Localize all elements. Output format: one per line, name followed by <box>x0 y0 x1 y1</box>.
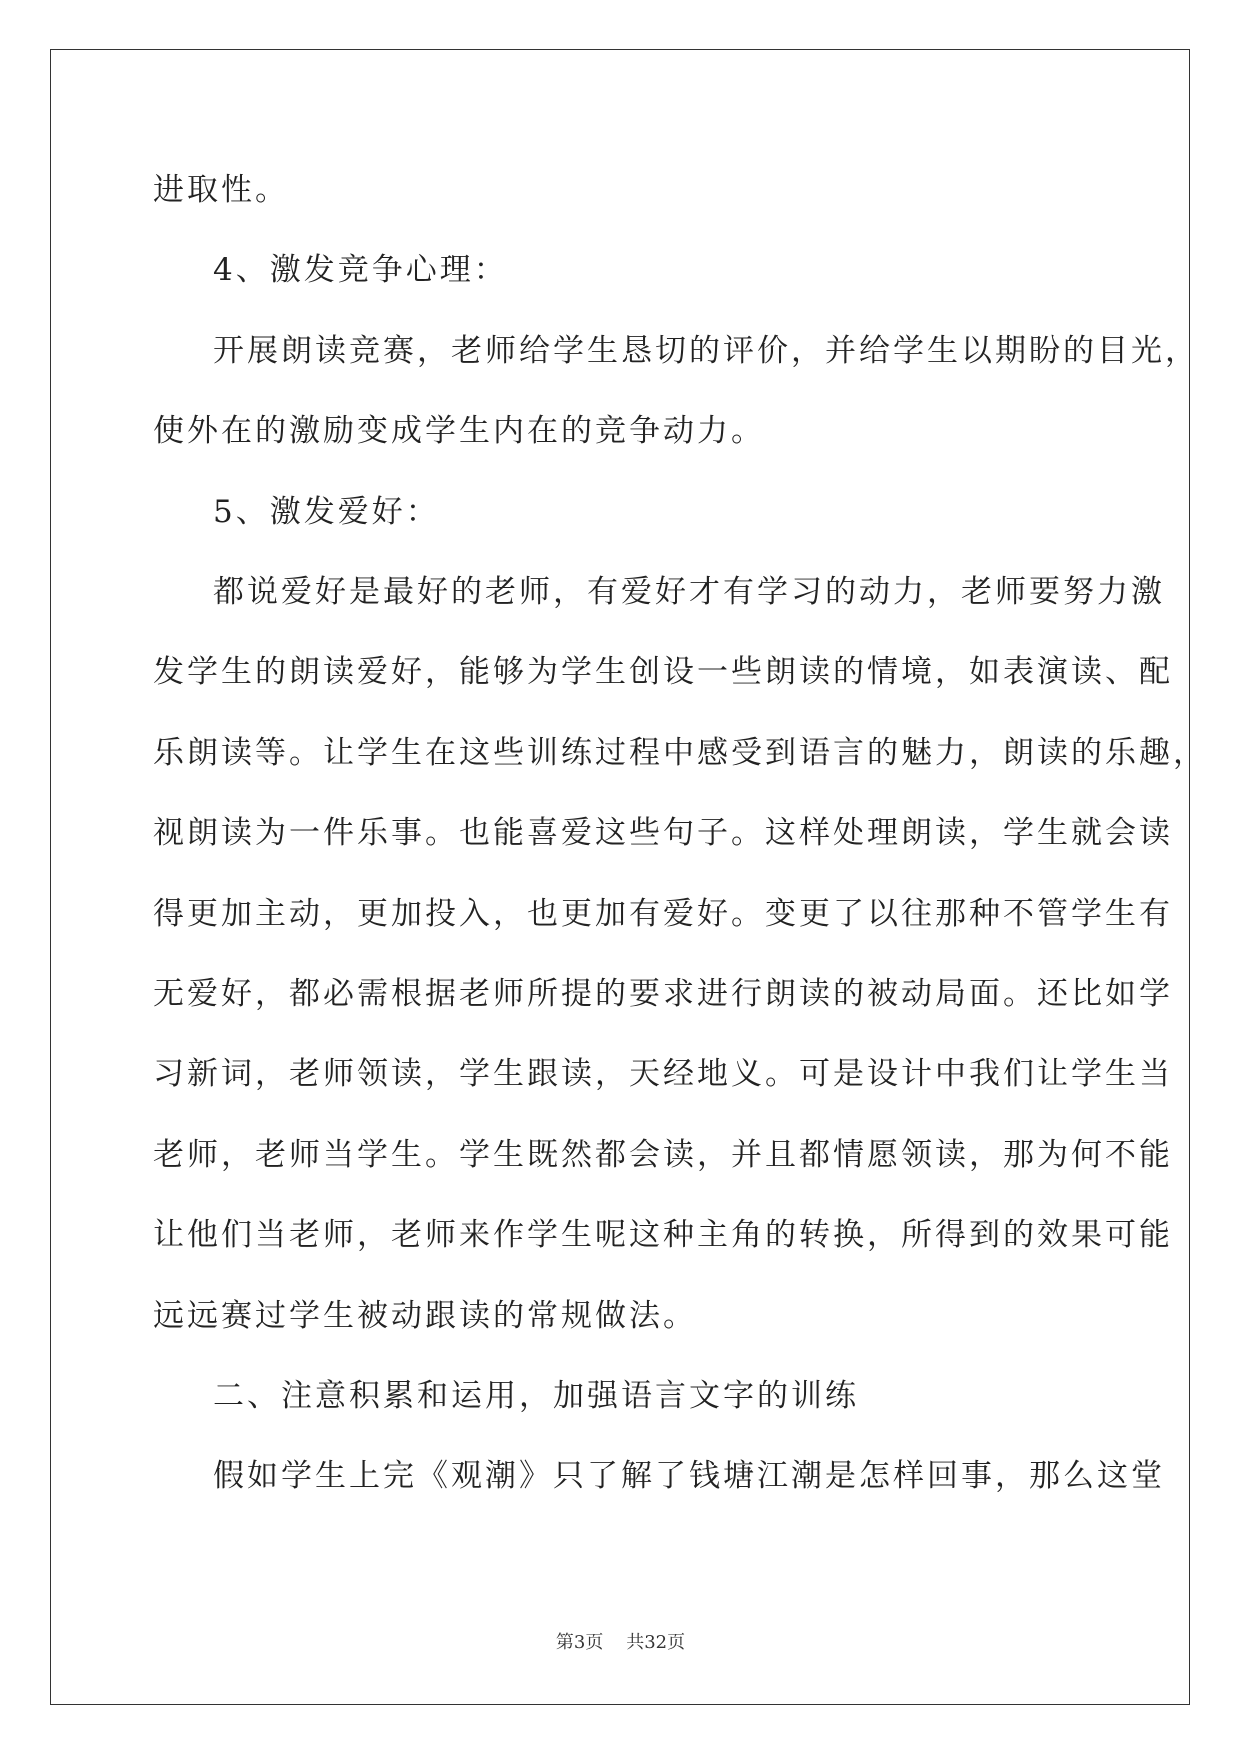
page-footer <box>0 1628 1241 1654</box>
text-line: 视朗读为一件乐事。也能喜爱这些句子。这样处理朗读，学生就会读 <box>153 815 1173 851</box>
text-line: 假如学生上完《观潮》只了解了钱塘江潮是怎样回事，那么这堂 <box>213 1458 1165 1494</box>
text-line: 远远赛过学生被动跟读的常规做法。 <box>153 1298 697 1334</box>
page-number: 第3页 <box>555 1632 604 1653</box>
text-line: 得更加主动，更加投入，也更加有爱好。变更了以往那种不管学生有 <box>153 896 1173 932</box>
text-line: 开展朗读竞赛，老师给学生恳切的评价，并给学生以期盼的目光， <box>213 333 1199 369</box>
text-line: 都说爱好是最好的老师，有爱好才有学习的动力，老师要努力激 <box>213 574 1165 610</box>
text-line: 无爱好，都必需根据老师所提的要求进行朗读的被动局面。还比如学 <box>153 976 1173 1012</box>
text-line: 5、激发爱好： <box>213 494 440 530</box>
page-total: 共32页 <box>626 1632 686 1653</box>
text-line: 乐朗读等。让学生在这些训练过程中感受到语言的魅力，朗读的乐趣， <box>153 735 1207 771</box>
text-line: 让他们当老师，老师来作学生呢这种主角的转换，所得到的效果可能 <box>153 1217 1173 1253</box>
text-line: 习新词，老师领读，学生跟读，天经地义。可是设计中我们让学生当 <box>153 1056 1173 1092</box>
text-line: 二、注意积累和运用，加强语言文字的训练 <box>213 1378 859 1414</box>
text-line: 使外在的激励变成学生内在的竞争动力。 <box>153 413 765 449</box>
text-line: 老师，老师当学生。学生既然都会读，并且都情愿领读，那为何不能 <box>153 1137 1173 1173</box>
text-line: 4、激发竞争心理： <box>213 252 508 288</box>
text-line: 进取性。 <box>153 172 289 208</box>
text-line: 发学生的朗读爱好，能够为学生创设一些朗读的情境，如表演读、配 <box>153 654 1173 690</box>
